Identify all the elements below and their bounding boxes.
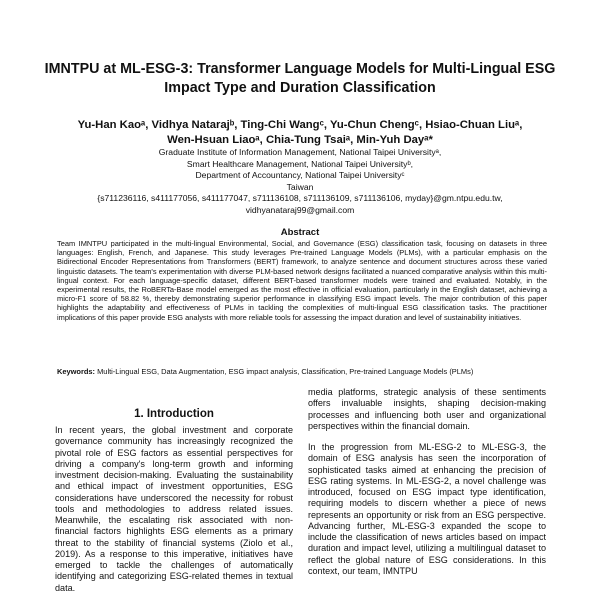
email-line: {s711236116, s411177056, s411177047, s711136108, s711136109, s711136106, myday}@gm.ntpu.edu.tw, [97, 193, 503, 203]
intro-paragraph: In the progression from ML-ESG-2 to ML-ESG-3, the domain of ESG analysis has seen the incorporation of sophisticated tasks aimed at enhancing the precision of ESG rating systems. In ML-ESG-2, a novel challenge was introduced, focused on ESG impact type identification, requiring models to discern whether a piece of news represents an opportunity or risk from an ESG perspective. Advancing further, ML-ESG-3 expanded the scope to include the classification of news articles based on impact duration and impact level, utilizing a multilingual dataset to reflect the global nature of ESG considerations. In this context, our team, IMNTPU [308, 442, 546, 576]
affiliation-line: Graduate Institute of Information Management, National Taipei Universityᵃ, [158, 147, 442, 157]
keywords [57, 367, 547, 376]
right-column [308, 387, 546, 577]
authors-line-1: Yu-Han Kaoᵃ, Vidhya Natarajᵇ, Ting-Chi Wangᶜ, Yu-Chun Chengᶜ, Hsiao-Chuan Liuᵃ, [77, 119, 523, 131]
keywords-text: Multi-Lingual ESG, Data Augmentation, ESG impact analysis, Classification, Pre-trained Language Models (PLMs) [97, 367, 474, 376]
section-heading-introduction: 1. Introduction [134, 408, 214, 420]
intro-paragraph: In recent years, the global investment and corporate governance community has increasingly recognized the pivotal role of ESG factors as essential perspectives for driving a company's long-term growth and informing investment decision-making. Evaluating the sustainability and ethical impact of investment opportunities, ESG considerations have underscored the necessity for robust tools and methodologies to address related issues. Meanwhile, the escalating risk associated with non-financial factors highlights ESG elements as a primary threat to the stability of financial systems (Ziolo et al., 2019). As a response to this imperative, initiatives have emerged to tackle the challenges of automatically identifying and categorizing ESG-related themes in textual data. [55, 425, 293, 593]
abstract-heading: Abstract [280, 227, 320, 238]
authors-line-2: Wen-Hsuan Liaoᵃ, Chia-Tung Tsaiᵃ, Min-Yuh Dayᵃ* [167, 134, 433, 146]
intro-paragraph: media platforms, strategic analysis of these sentiments offers invaluable insights, shaping decision-making processes and influencing both user and organizational perspectives within the financial domain. [308, 387, 546, 431]
left-column [55, 425, 293, 594]
keywords-label: Keywords: [57, 367, 96, 376]
paper-title: IMNTPU at ML-ESG-3: Transformer Language Models for Multi-Lingual ESG Impact Type and Duration Classification [44, 61, 556, 96]
author-list [40, 118, 560, 148]
affiliation-line: Taiwan [286, 181, 314, 192]
affiliation-line: Department of Accountancy, National Taipei Universityᶜ [195, 170, 405, 180]
affiliations [40, 147, 560, 216]
abstract-text: Team IMNTPU participated in the multi-lingual Environmental, Social, and Governance (ESG) classification task, focusing on datasets in three languages: English, French, and Japanese. This study leverages Pre-trained Language Models (PLMs), with a particular emphasis on the Bidirectional Encoder Representations from Transformers (BERT) framework, to analyze sentence and document structures across these varied linguistic datasets. The team's experimentation with diverse PLM-based network designs facilitated a nuanced comparative analysis within this multi-lingual context. For each language-specific dataset, different BERT-based transformer models were trained and evaluated. Notably, in the experimental results, the RoBERTa-Base model emerged as the most effective in official evaluation, particularly in the English dataset, achieving a micro-F1 score of 58.82 %, thereby demonstrating superior performance in classifying ESG impact levels. The major contribution of this paper highlights the adaptability and effectiveness of PLMs in tackling the complexities of multi-lingual ESG classification tasks. The practitioner implications of this paper provide ESG analysts with more reliable tools for assessing the impact duration and level of sustainability initiatives. [57, 239, 547, 322]
affiliation-line: Smart Healthcare Management, National Taipei Universityᵇ, [186, 158, 414, 169]
email-line: vidhyanataraj99@gmail.com [245, 204, 355, 215]
